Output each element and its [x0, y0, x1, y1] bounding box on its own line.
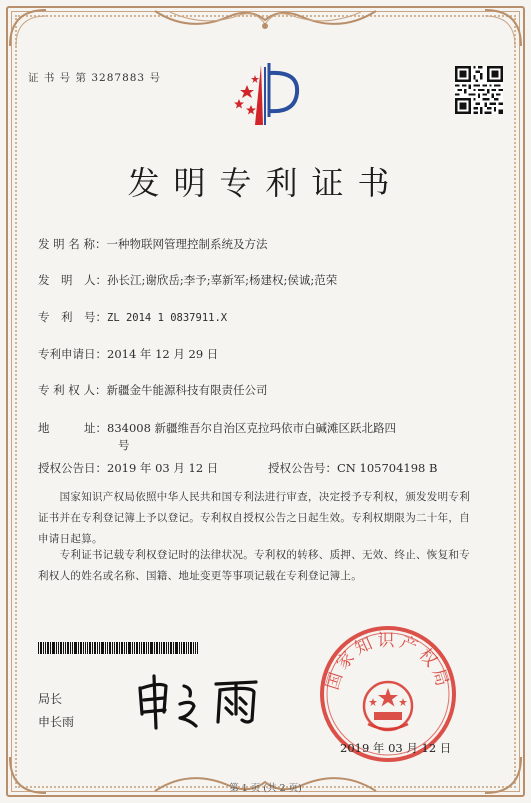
field-address: [38, 420, 396, 436]
grant-no-label: 授权公告号：: [268, 461, 337, 475]
paragraph-line: 国家知识产权局依照中华人民共和国专利法进行审查，决定授予专利权，颁发发明专利: [38, 491, 470, 503]
field-patentee: [38, 382, 267, 398]
grant-date-label: 授权公告日：: [38, 461, 107, 475]
grant-date-value: 2019 年 03 月 12 日: [107, 461, 219, 475]
grant-no-value: CN 105704198 B: [337, 461, 438, 475]
address-label: 地 址：: [38, 421, 107, 435]
director-name: 申长雨: [38, 715, 75, 729]
field-patent-no: [38, 309, 227, 325]
field-invention-name: [38, 236, 267, 252]
patent-no-label: 专 利 号：: [38, 310, 107, 324]
page-indicator: 第 1 页 (共 2 页): [229, 783, 302, 794]
invention-name-label: 发 明 名 称：: [38, 237, 107, 251]
invention-name-value: 一种物联网管理控制系统及方法: [106, 237, 268, 251]
paragraph-line: 专利证书记载专利权登记时的法律状况。专利权的转移、质押、无效、终止、恢复和专: [38, 549, 470, 561]
seal-text: 国家知识产权局: [322, 631, 454, 693]
inventors-value: 孙长江;谢欣岳;李予;辜新军;杨建权;侯诚;范荣: [107, 273, 338, 287]
field-grant-date: [38, 460, 218, 476]
statement-paragraph-1: [38, 487, 498, 550]
filing-date-label: 专利申请日：: [38, 347, 107, 361]
corner-ornament-tr: [483, 8, 523, 48]
filing-date-value: 2014 年 12 月 29 日: [107, 347, 219, 361]
barcode-icon: [38, 642, 198, 654]
address-value-line1: 834008 新疆维吾尔自治区克拉玛依市白碱滩区跃北路四: [107, 421, 397, 435]
qr-code-icon: [455, 66, 503, 114]
certificate-title: 发明专利证书: [127, 164, 404, 202]
director-title: 局长: [38, 692, 63, 706]
cnipa-logo-icon: [225, 55, 305, 135]
patentee-label: 专 利 权 人：: [38, 383, 107, 397]
patent-no-value: ZL 2014 1 0837911.X: [107, 312, 228, 324]
top-ornament: [150, 6, 381, 32]
statement-paragraph-2: [38, 545, 498, 587]
certificate-number: 证 书 号 第 3287883 号: [28, 72, 161, 84]
patentee-value: 新疆金牛能源科技有限责任公司: [106, 383, 268, 397]
corner-ornament-tl: [8, 8, 48, 48]
director-signature-icon: [132, 670, 267, 732]
paragraph-line: 证书并在专利登记簿上予以登记。专利权自授权公告之日起生效。专利权期限为二十年，自: [38, 512, 470, 524]
field-inventors: [38, 272, 337, 288]
field-filing-date: [38, 346, 218, 362]
field-grant-no: [268, 460, 437, 476]
address-value-line2: 号: [118, 438, 130, 452]
paragraph-line: 利权人的姓名或名称、国籍、地址变更等事项记载在专利登记簿上。: [38, 570, 362, 582]
inventors-label: 发 明 人：: [38, 273, 107, 287]
seal-date: 2019 年 03 月 12 日: [340, 741, 452, 755]
field-address-line2: [118, 437, 130, 453]
paragraph-line: 申请日起算。: [38, 533, 103, 545]
